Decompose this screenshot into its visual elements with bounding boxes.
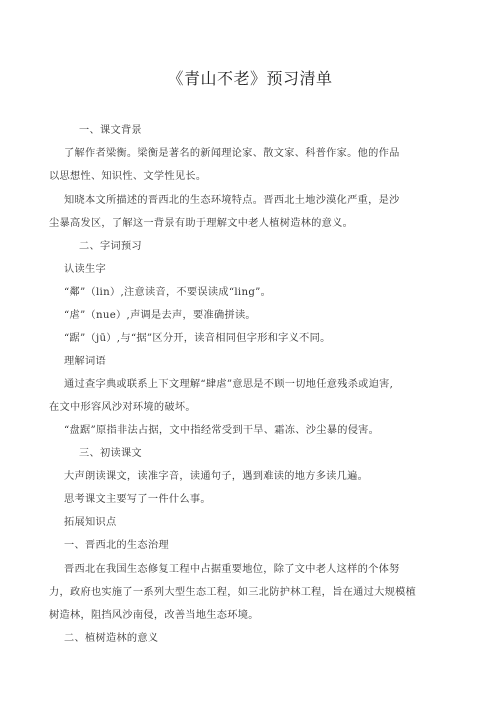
section-heading-vocabulary: 二、字词预习 bbox=[79, 241, 142, 252]
paragraph-line: 晋西北在我国生态修复工程中占据重要地位，除了文中老人这样的个体努 bbox=[64, 564, 400, 575]
paragraph-line: 力，政府也实施了一系列大型生态工程，如三北防护林工程，旨在通过大规模植 bbox=[49, 587, 417, 598]
section-heading-ecology: 一、晋西北的生态治理 bbox=[64, 540, 169, 551]
paragraph-line: “虐”（nue）,声调是去声，要准确拼读。 bbox=[64, 310, 256, 321]
section-heading-first-reading: 三、初读课文 bbox=[79, 448, 142, 459]
subheading-characters: 认读生字 bbox=[64, 264, 106, 275]
paragraph-line: 尘暴高发区，了解这一背景有助于理解文中老人植树造林的意义。 bbox=[49, 218, 354, 229]
paragraph-line: 大声朗读课文，读准字音，读通句子，遇到难读的地方多读几遍。 bbox=[64, 471, 369, 482]
section-heading-background: 一、课文背景 bbox=[79, 125, 142, 136]
paragraph-line: “鄰”（lin）,注意读音，不要误读成“ling”。 bbox=[64, 287, 272, 298]
paragraph-line: “踞”（jū）,与“据”区分开，读音相同但字形和字义不同。 bbox=[64, 333, 331, 344]
paragraph-line: 树造林，阻挡风沙南侵，改善当地生态环境。 bbox=[49, 610, 259, 621]
paragraph-line: “盘踞”原指非法占据，文中指经常受到干旱、霜冻、沙尘暴的侵害。 bbox=[64, 425, 380, 436]
section-heading-afforestation: 二、植树造林的意义 bbox=[64, 633, 159, 644]
paragraph-line: 思考课文主要写了一件什么事。 bbox=[64, 494, 211, 505]
paragraph-line: 以思想性、知识性、文学性见长。 bbox=[49, 171, 207, 182]
paragraph-line: 知晓本文所描述的晋西北的生态环境特点。晋西北土地沙漠化严重，是沙 bbox=[64, 195, 400, 206]
paragraph-line: 在文中形容风沙对环境的破坏。 bbox=[49, 402, 196, 413]
subheading-extension: 拓展知识点 bbox=[64, 517, 117, 528]
paragraph-line: 了解作者梁衡。梁衡是著名的新闻理论家、散文家、科普作家。他的作品 bbox=[64, 148, 400, 159]
page-title: 《青山不老》预习清单 bbox=[167, 69, 333, 88]
paragraph-line: 通过查字典或联系上下文理解“肆虐”意思是不顾一切地任意残杀或迫害, bbox=[64, 379, 394, 390]
subheading-words: 理解词语 bbox=[64, 356, 106, 367]
